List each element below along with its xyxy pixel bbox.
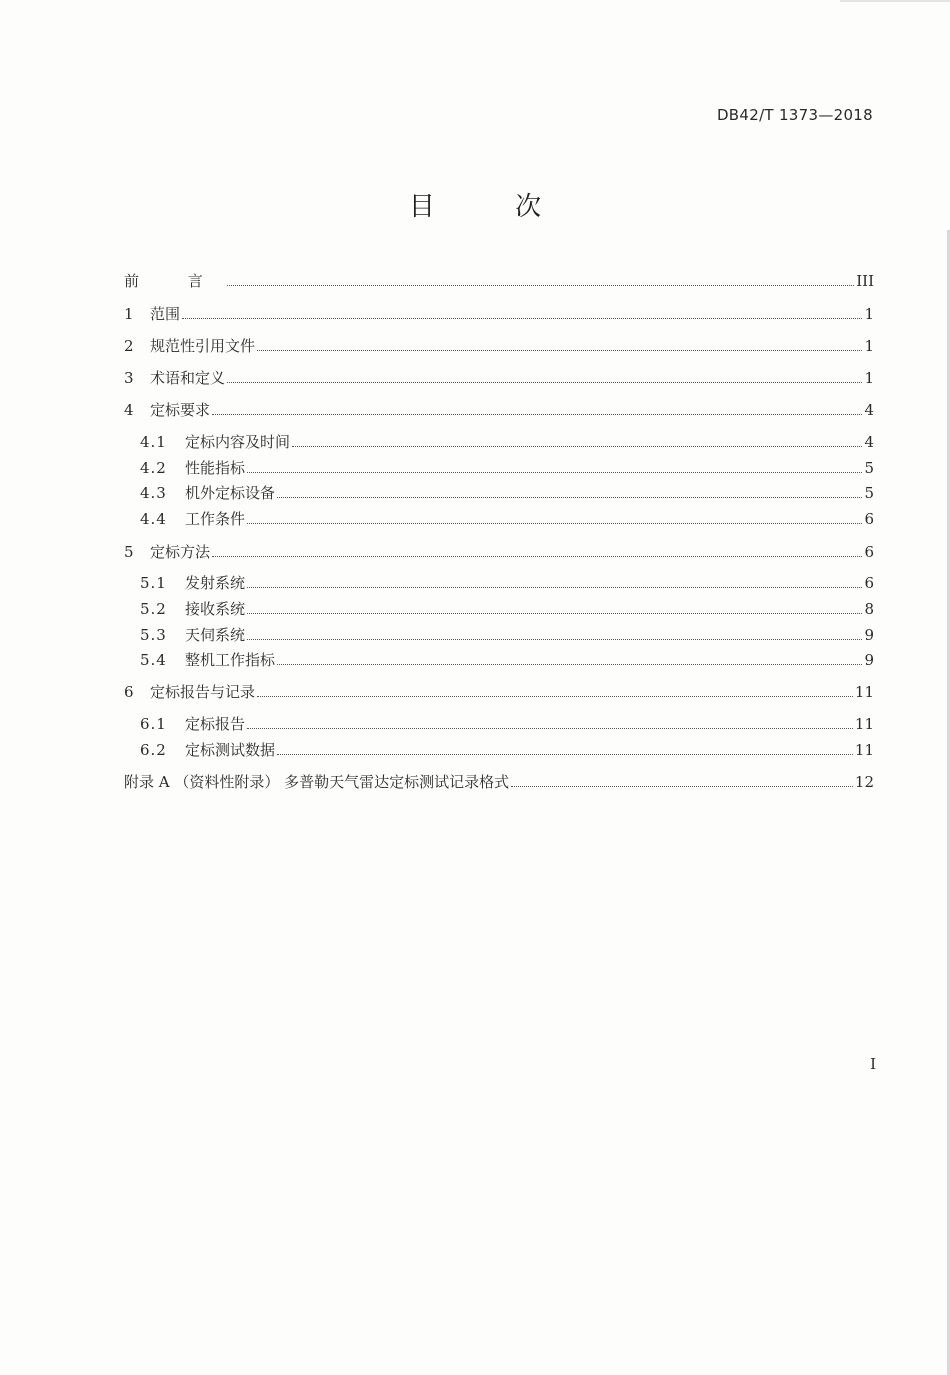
toc-dot-leader bbox=[247, 638, 862, 640]
toc-dot-leader bbox=[277, 753, 853, 755]
toc-entry-number: 5.3 bbox=[140, 626, 167, 644]
toc-entry-label: 规范性引用文件 bbox=[150, 337, 256, 355]
toc-entry[interactable] bbox=[124, 399, 874, 421]
toc-entry[interactable] bbox=[124, 681, 874, 703]
toc-entry[interactable] bbox=[140, 739, 874, 761]
toc-entry-page: 1 bbox=[864, 369, 874, 387]
toc-entry-page: 1 bbox=[864, 305, 874, 323]
toc-entry-label: 前 言 bbox=[124, 272, 225, 290]
toc-entry-page: 4 bbox=[864, 401, 874, 419]
toc-entry-number: 4.3 bbox=[140, 484, 167, 502]
toc-entry-page: 6 bbox=[864, 543, 874, 561]
toc-entry-label: 范围 bbox=[150, 305, 181, 323]
toc-entry-number: 6 bbox=[124, 683, 134, 701]
toc-dot-leader bbox=[247, 522, 862, 524]
toc-entry[interactable] bbox=[140, 482, 874, 504]
toc-entry-number: 5.1 bbox=[140, 574, 167, 592]
toc-entry-page: 11 bbox=[854, 741, 874, 759]
toc-entry[interactable] bbox=[140, 508, 874, 530]
toc-entry-number: 6.1 bbox=[140, 715, 167, 733]
toc-entry-number: 4 bbox=[124, 401, 134, 419]
toc-dot-leader bbox=[247, 471, 862, 473]
toc-entry-number: 4.2 bbox=[140, 459, 167, 477]
toc-entry-page: III bbox=[856, 272, 874, 290]
toc-entry[interactable] bbox=[140, 624, 874, 646]
toc-entry-number: 4.1 bbox=[140, 433, 167, 451]
page-title: 目 次 bbox=[408, 192, 578, 222]
toc-entry-page: 5 bbox=[864, 459, 874, 477]
toc-entry-label: 附录 A （资料性附录） 多普勒天气雷达定标测试记录格式 bbox=[124, 773, 510, 791]
toc-dot-leader bbox=[182, 317, 862, 319]
toc-entry[interactable] bbox=[124, 270, 874, 292]
toc-dot-leader bbox=[257, 349, 862, 351]
toc-entry-number: 1 bbox=[124, 305, 134, 323]
toc-entry-label: 整机工作指标 bbox=[185, 651, 276, 669]
toc-entry-number: 6.2 bbox=[140, 741, 167, 759]
toc-entry-label: 工作条件 bbox=[185, 510, 246, 528]
toc-entry-label: 定标要求 bbox=[150, 401, 211, 419]
toc-entry-page: 4 bbox=[864, 433, 874, 451]
toc-entry-page: 12 bbox=[854, 773, 874, 791]
toc-entry[interactable] bbox=[124, 541, 874, 563]
toc-entry-page: 9 bbox=[864, 651, 874, 669]
toc-entry[interactable] bbox=[140, 431, 874, 453]
toc-entry-number: 2 bbox=[124, 337, 134, 355]
toc-entry-number: 5 bbox=[124, 543, 134, 561]
toc-dot-leader bbox=[511, 785, 853, 787]
toc-entry-page: 11 bbox=[854, 715, 874, 733]
toc-dot-leader bbox=[247, 586, 862, 588]
toc-entry-label: 定标测试数据 bbox=[185, 741, 276, 759]
toc-entry[interactable] bbox=[124, 303, 874, 325]
toc-entry-number: 3 bbox=[124, 369, 134, 387]
toc-entry[interactable] bbox=[140, 572, 874, 594]
toc-entry-page: 11 bbox=[854, 683, 874, 701]
toc-entry-page: 6 bbox=[864, 574, 874, 592]
toc-entry-label: 接收系统 bbox=[185, 600, 246, 618]
document-code: DB42/T 1373—2018 bbox=[716, 106, 873, 124]
toc-entry-page: 5 bbox=[864, 484, 874, 502]
toc-entry-label: 性能指标 bbox=[185, 459, 246, 477]
toc-dot-leader bbox=[277, 496, 862, 498]
toc-dot-leader bbox=[212, 413, 862, 415]
toc-entry[interactable] bbox=[124, 335, 874, 357]
toc-entry-page: 1 bbox=[864, 337, 874, 355]
toc-entry-label: 发射系统 bbox=[185, 574, 246, 592]
toc-entry-page: 6 bbox=[864, 510, 874, 528]
toc-dot-leader bbox=[212, 555, 862, 557]
toc-entry[interactable] bbox=[124, 771, 874, 793]
toc-entry-page: 9 bbox=[864, 626, 874, 644]
toc-entry-label: 术语和定义 bbox=[150, 369, 226, 387]
toc-entry-label: 定标方法 bbox=[150, 543, 211, 561]
toc-entry-label: 定标报告 bbox=[185, 715, 246, 733]
toc-entry[interactable] bbox=[140, 713, 874, 735]
toc-entry-label: 天伺系统 bbox=[185, 626, 246, 644]
toc-entry-label: 机外定标设备 bbox=[185, 484, 276, 502]
toc-dot-leader bbox=[277, 663, 862, 665]
toc-dot-leader bbox=[227, 381, 862, 383]
toc-dot-leader bbox=[247, 727, 853, 729]
toc-dot-leader bbox=[257, 695, 853, 697]
toc-entry[interactable] bbox=[140, 649, 874, 671]
toc-dot-leader bbox=[247, 612, 862, 614]
toc-entry-label: 定标内容及时间 bbox=[185, 433, 291, 451]
page-number: I bbox=[870, 1055, 876, 1073]
toc-entry-number: 5.2 bbox=[140, 600, 167, 618]
toc-entry-number: 4.4 bbox=[140, 510, 167, 528]
toc-entry[interactable] bbox=[124, 367, 874, 389]
toc-entry-number: 5.4 bbox=[140, 651, 167, 669]
toc-entry-page: 8 bbox=[864, 600, 874, 618]
toc-entry[interactable] bbox=[140, 457, 874, 479]
toc-entry[interactable] bbox=[140, 598, 874, 620]
toc-dot-leader bbox=[227, 284, 854, 286]
toc-dot-leader bbox=[292, 445, 862, 447]
toc-entry-label: 定标报告与记录 bbox=[150, 683, 256, 701]
